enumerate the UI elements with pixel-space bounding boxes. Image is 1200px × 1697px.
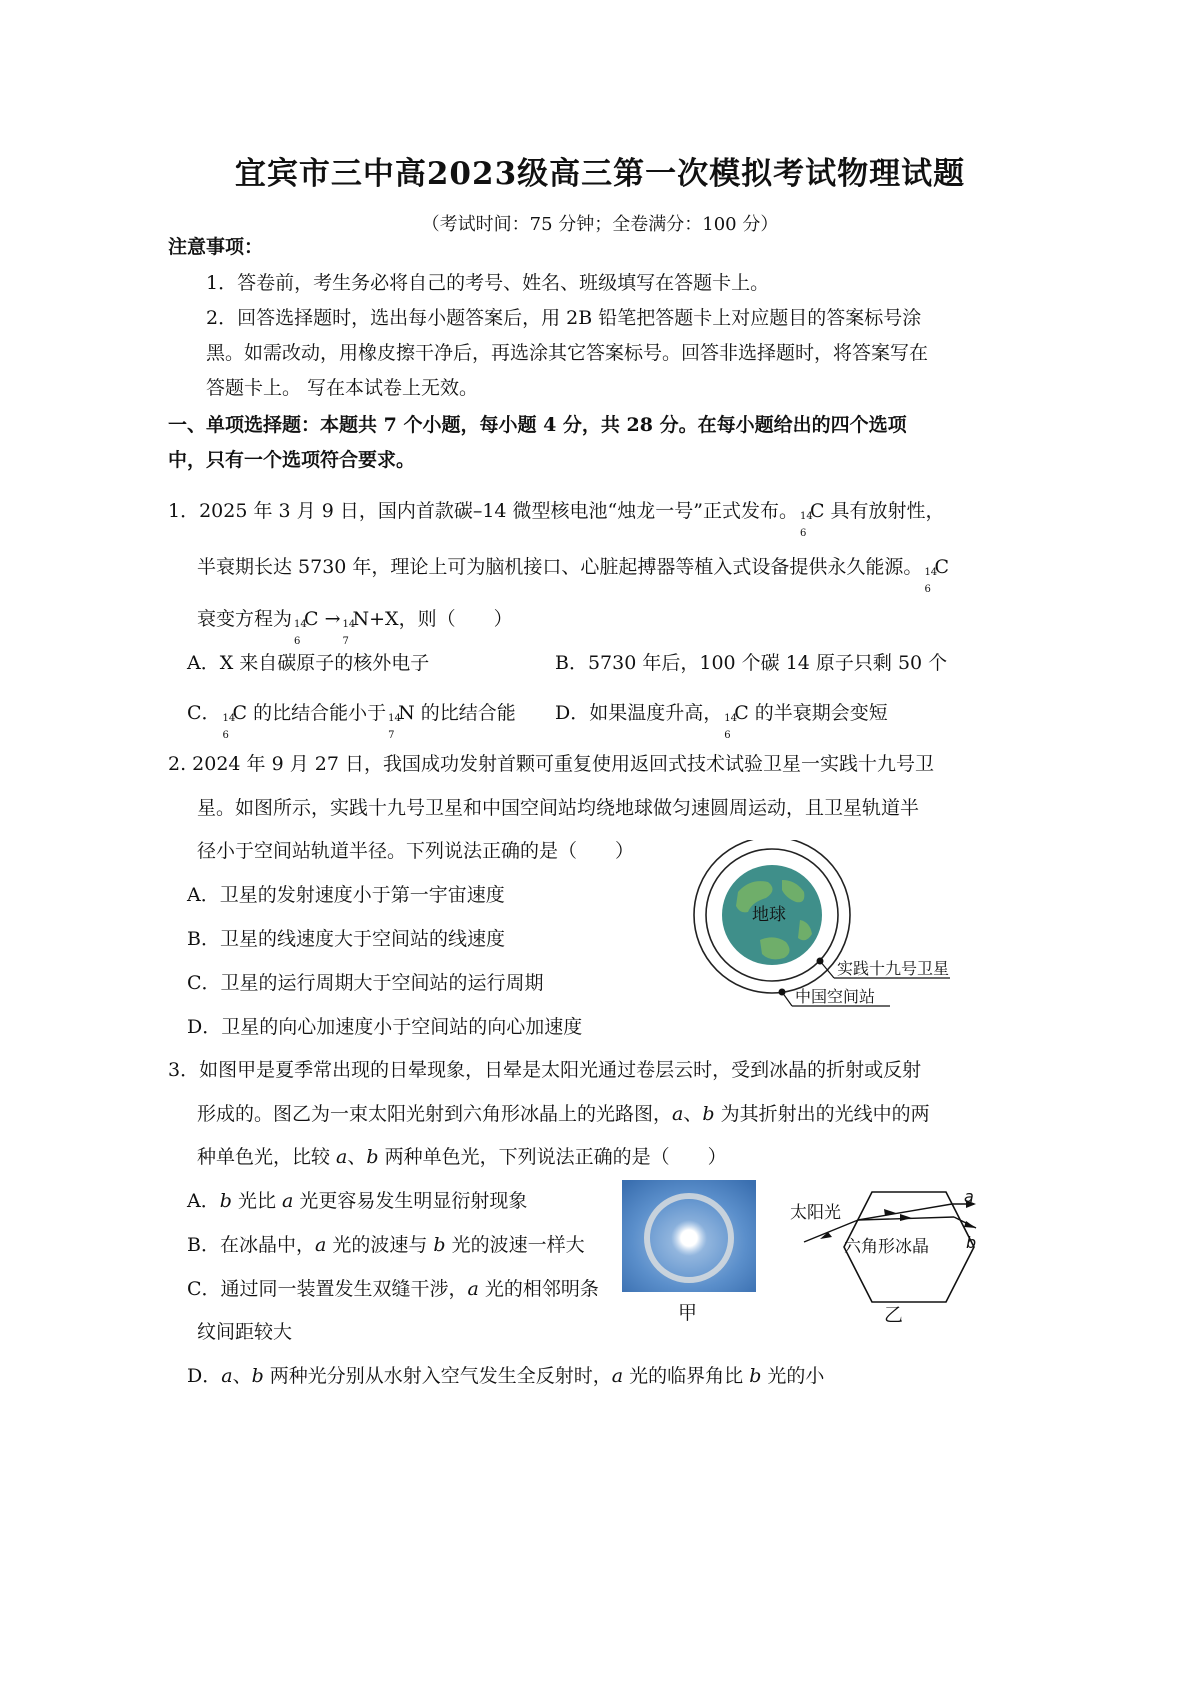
notice-heading: 注意事项： bbox=[168, 236, 264, 258]
notice-item-2-line2: 黑。如需改动，用橡皮擦干净后，再选涂其它答案标号。回答非选择题时，将答案写在 bbox=[206, 342, 929, 364]
q3-line1: 3．如图甲是夏季常出现的日晕现象，日晕是太阳光通过卷层云时，受到冰晶的折射或反射 bbox=[168, 1059, 922, 1081]
q3-option-d: D．a、b 两种光分别从水射入空气发生全反射时，a 光的临界角比 b 光的小 bbox=[187, 1365, 825, 1387]
q1-line2-text-b: C bbox=[934, 556, 949, 578]
q2-option-d: D．卫星的向心加速度小于空间站的向心加速度 bbox=[187, 1016, 583, 1038]
q2-option-a: A．卫星的发射速度小于第一宇宙速度 bbox=[187, 884, 505, 906]
q1-option-d: D．如果温度升高， 14 6 C 的半衰期会变短 bbox=[555, 702, 888, 741]
section-heading-line1: 一、单项选择题：本题共 7 个小题，每小题 4 分，共 28 分。在每小题给出的四个选项 bbox=[168, 414, 907, 436]
q3-line2: 形成的。图乙为一束太阳光射到六角形冰晶上的光路图，a、b 为其折射出的光线中的两 bbox=[197, 1103, 930, 1125]
q1-line3: 衰变方程为 14 6 C → 14 7 N+X，则（ ） bbox=[197, 608, 513, 647]
page-title: 宜宾市三中高2023级高三第一次模拟考试物理试题 bbox=[234, 156, 966, 192]
decay-equation: C → bbox=[304, 608, 341, 630]
q3-option-c: C．通过同一装置发生双缝干涉，a 光的相邻明条 bbox=[187, 1278, 599, 1300]
q1-option-b: B．5730 年后，100 个碳 14 原子只剩 50 个 bbox=[555, 652, 948, 674]
sun-icon bbox=[671, 1220, 707, 1256]
q1-option-a: A．X 来自碳原子的核外电子 bbox=[187, 652, 430, 674]
label-b: b bbox=[966, 1233, 977, 1252]
figure-jia-label: 甲 bbox=[678, 1302, 698, 1324]
q2-line2: 星。如图所示，实践十九号卫星和中国空间站均绕地球做匀速圆周运动，且卫星轨道半 bbox=[197, 797, 920, 819]
label-a: a bbox=[964, 1187, 974, 1206]
q2-line3: 径小于空间站轨道半径。下列说法正确的是（ ） bbox=[197, 840, 635, 862]
q3-option-a: A．b 光比 a 光更容易发生明显衍射现象 bbox=[187, 1190, 528, 1212]
q1-line3-text: 衰变方程为 bbox=[197, 608, 293, 630]
satellite-label: 实践十九号卫星 bbox=[837, 959, 950, 978]
earth-label: 地球 bbox=[752, 905, 786, 925]
q1-line1-text: 1．2025 年 3 月 9 日，国内首款碳–14 微型核电池“烛龙一号”正式发布。 bbox=[168, 500, 798, 522]
section-heading-line2: 中，只有一个选项符合要求。 bbox=[168, 449, 416, 471]
q1-line2-text: 半衰期长达 5730 年，理论上可为脑机接口、心脏起搏器等植入式设备提供永久能源。 bbox=[197, 556, 923, 578]
sun-halo-photo bbox=[622, 1180, 756, 1292]
exam-info: （考试时间：75 分钟；全卷满分：100 分） bbox=[421, 214, 779, 235]
notice-item-1: 1．答卷前，考生务必将自己的考号、姓名、班级填写在答题卡上。 bbox=[206, 272, 770, 294]
orbit-diagram bbox=[690, 840, 970, 1030]
q1-line1: 1．2025 年 3 月 9 日，国内首款碳–14 微型核电池“烛龙一号”正式发布。 14 6 C 具有放射性， bbox=[168, 500, 945, 539]
sunlight-label: 太阳光 bbox=[790, 1203, 841, 1223]
station-label: 中国空间站 bbox=[795, 987, 876, 1006]
notice-item-2-line3: 答题卡上。 写在本试卷上无效。 bbox=[206, 377, 479, 399]
q1-line1-text-b: C 具有放射性， bbox=[809, 500, 945, 522]
q3-option-b: B．在冰晶中，a 光的波速与 b 光的波速一样大 bbox=[187, 1234, 585, 1256]
q3-line3: 种单色光，比较 a、b 两种单色光，下列说法正确的是（ ） bbox=[197, 1146, 727, 1168]
figure-yi-label: 乙 bbox=[884, 1304, 904, 1326]
q1-line2: 半衰期长达 5730 年，理论上可为脑机接口、心脏起搏器等植入式设备提供永久能源。 14 6 C bbox=[197, 556, 949, 595]
q2-line1: 2. 2024 年 9 月 27 日，我国成功发射首颗可重复使用返回式技术试验卫星一实践十九号卫 bbox=[168, 753, 934, 775]
q2-option-c: C．卫星的运行周期大于空间站的运行周期 bbox=[187, 972, 544, 994]
crystal-label: 六角形冰晶 bbox=[844, 1237, 929, 1257]
q2-option-b: B．卫星的线速度大于空间站的线速度 bbox=[187, 928, 505, 950]
q1-line3-text-c: N+X，则（ ） bbox=[352, 608, 513, 630]
q1-option-c: C． 14 6 C 的比结合能小于 14 7 N 的比结合能 bbox=[187, 702, 516, 741]
q3-option-c-line2: 纹间距较大 bbox=[197, 1321, 293, 1343]
notice-item-2-line1: 2．回答选择题时，选出每小题答案后，用 2B 铅笔把答题卡上对应题目的答案标号涂 bbox=[206, 307, 922, 329]
